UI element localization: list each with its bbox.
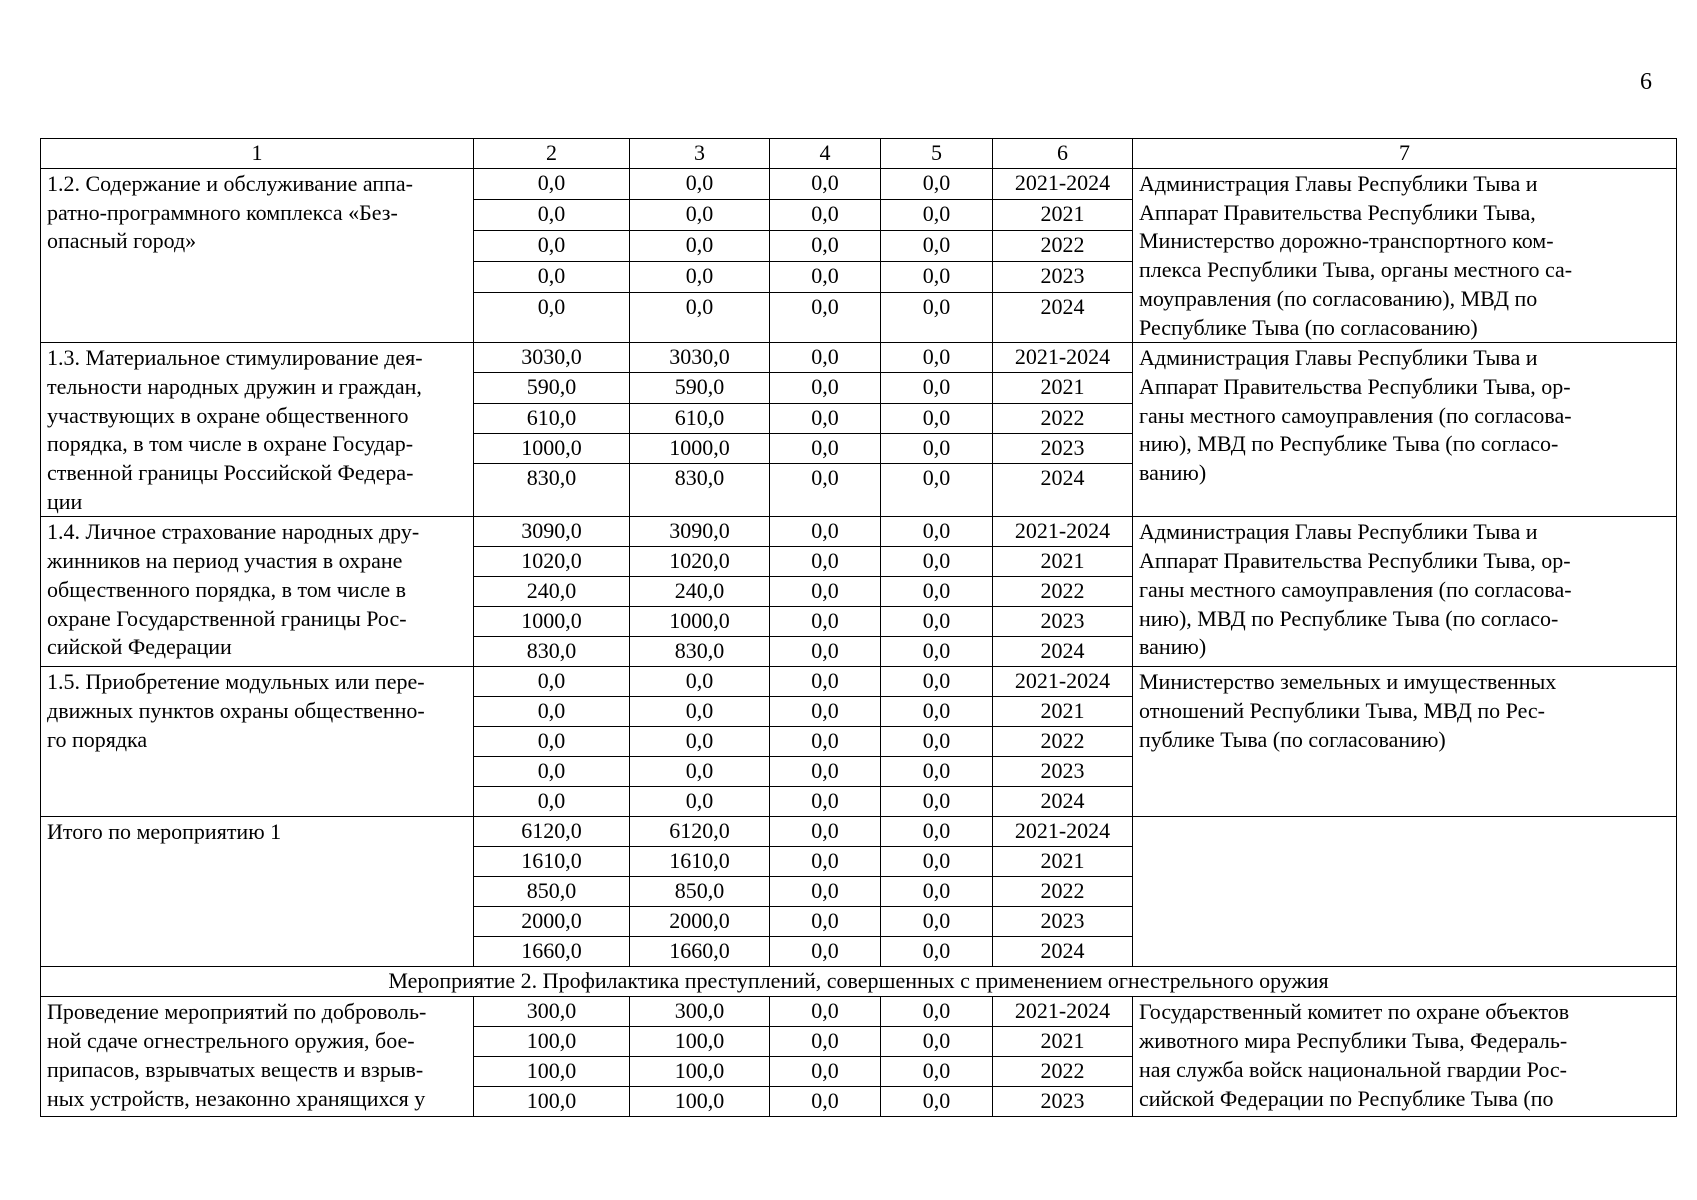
period-cell: 2022 [993, 403, 1133, 433]
value-cell: 0,0 [770, 607, 881, 637]
value-cell: 0,0 [770, 1057, 881, 1087]
measure-name-line: жинников на период участия в охране [47, 548, 403, 574]
value-cell: 300,0 [630, 997, 770, 1027]
value-cell: 240,0 [474, 577, 630, 607]
column-header-6: 6 [993, 139, 1133, 169]
value-cell: 0,0 [881, 1027, 993, 1057]
value-cell: 830,0 [474, 637, 630, 667]
value-cell: 0,0 [630, 261, 770, 292]
responsible-cell-line: ганы местного самоуправления (по согласова- [1139, 576, 1572, 602]
column-header-2: 2 [474, 139, 630, 169]
period-cell: 2024 [993, 292, 1133, 343]
column-header-7: 7 [1133, 139, 1677, 169]
measure-name-line: опасный город» [47, 228, 197, 254]
responsible-cell-line: животного мира Республики Тыва, Федераль- [1139, 1028, 1568, 1054]
value-cell: 0,0 [474, 697, 630, 727]
value-cell: 0,0 [770, 464, 881, 517]
measure-name-line: движных пунктов охраны общественно- [47, 698, 425, 724]
value-cell: 610,0 [474, 403, 630, 433]
value-cell: 0,0 [770, 261, 881, 292]
responsible-cell-line: ганы местного самоуправления (по согласова- [1139, 402, 1572, 428]
measure-name-line: Проведение мероприятий по доброволь- [47, 999, 427, 1025]
value-cell: 0,0 [770, 727, 881, 757]
value-cell: 100,0 [474, 1027, 630, 1057]
table-row [41, 517, 1677, 547]
value-cell: 0,0 [881, 607, 993, 637]
value-cell: 830,0 [474, 464, 630, 517]
value-cell: 830,0 [630, 637, 770, 667]
responsible-cell-line: Администрация Главы Республики Тыва и [1139, 345, 1538, 371]
value-cell: 0,0 [881, 997, 993, 1027]
value-cell: 0,0 [770, 403, 881, 433]
value-cell: 0,0 [881, 169, 993, 200]
period-cell: 2024 [993, 637, 1133, 667]
period-cell: 2024 [993, 464, 1133, 517]
value-cell: 0,0 [770, 230, 881, 261]
responsible-cell-line: Министерство земельных и имущественных [1139, 669, 1557, 695]
value-cell: 100,0 [474, 1087, 630, 1117]
period-cell: 2021-2024 [993, 517, 1133, 547]
value-cell: 0,0 [770, 343, 881, 373]
value-cell: 3090,0 [630, 517, 770, 547]
value-cell: 0,0 [881, 261, 993, 292]
value-cell: 300,0 [474, 997, 630, 1027]
value-cell: 0,0 [881, 937, 993, 967]
value-cell: 0,0 [770, 292, 881, 343]
responsible-cell-line: ванию) [1139, 634, 1207, 660]
table-row [41, 817, 1677, 847]
value-cell: 240,0 [630, 577, 770, 607]
period-cell: 2021-2024 [993, 169, 1133, 200]
value-cell: 0,0 [770, 847, 881, 877]
measure-name-line: сийской Федерации [47, 634, 232, 660]
value-cell: 1660,0 [630, 937, 770, 967]
responsible-cell-line: публике Тыва (по согласованию) [1139, 726, 1446, 752]
measure-name-line: ции [47, 488, 83, 514]
measure-name [41, 997, 474, 1117]
responsible-cell [1133, 517, 1677, 667]
value-cell: 0,0 [770, 433, 881, 463]
responsible-cell-line: Республике Тыва (по согласованию) [1139, 314, 1478, 340]
value-cell: 610,0 [630, 403, 770, 433]
period-cell: 2022 [993, 1057, 1133, 1087]
value-cell: 1660,0 [474, 937, 630, 967]
responsible-cell [1133, 817, 1677, 967]
value-cell: 3030,0 [630, 343, 770, 373]
period-cell: 2024 [993, 937, 1133, 967]
value-cell: 0,0 [881, 637, 993, 667]
measure-name [41, 817, 474, 967]
period-cell: 2023 [993, 433, 1133, 463]
value-cell: 1000,0 [630, 433, 770, 463]
value-cell: 0,0 [630, 169, 770, 200]
responsible-cell [1133, 997, 1677, 1117]
period-cell: 2021 [993, 547, 1133, 577]
responsible-cell [1133, 667, 1677, 817]
value-cell: 0,0 [770, 637, 881, 667]
value-cell: 3090,0 [474, 517, 630, 547]
table-row [41, 169, 1677, 200]
period-cell: 2021 [993, 1027, 1133, 1057]
responsible-cell-line: Министерство дорожно-транспортного ком- [1139, 228, 1554, 254]
value-cell: 0,0 [881, 373, 993, 403]
measure-name [41, 169, 474, 343]
responsible-cell-line: нию), МВД по Республике Тыва (по согласо- [1139, 431, 1559, 457]
measure-name-line: ных устройств, незаконно хранящихся у [47, 1085, 426, 1111]
value-cell: 0,0 [770, 199, 881, 230]
value-cell: 0,0 [630, 787, 770, 817]
value-cell: 0,0 [474, 757, 630, 787]
value-cell: 1000,0 [474, 433, 630, 463]
value-cell: 100,0 [630, 1057, 770, 1087]
value-cell: 0,0 [881, 343, 993, 373]
value-cell: 1020,0 [630, 547, 770, 577]
measure-name-line: охране Государственной границы Рос- [47, 605, 407, 631]
period-cell: 2023 [993, 907, 1133, 937]
measure-name-line: 1.5. Приобретение модульных или пере- [47, 669, 425, 695]
value-cell: 0,0 [630, 292, 770, 343]
period-cell: 2024 [993, 787, 1133, 817]
responsible-cell-line: Администрация Главы Республики Тыва и [1139, 171, 1538, 196]
section-row [41, 967, 1677, 997]
value-cell: 0,0 [881, 847, 993, 877]
value-cell: 1000,0 [474, 607, 630, 637]
value-cell: 6120,0 [474, 817, 630, 847]
value-cell: 0,0 [630, 727, 770, 757]
measure-name-line: общественного порядка, в том числе в [47, 576, 407, 602]
column-header-1: 1 [41, 139, 474, 169]
value-cell: 100,0 [630, 1027, 770, 1057]
column-header-5: 5 [881, 139, 993, 169]
value-cell: 0,0 [881, 517, 993, 547]
value-cell: 0,0 [630, 230, 770, 261]
responsible-cell-line: ванию) [1139, 460, 1207, 486]
responsible-cell-line: Аппарат Правительства Республики Тыва, [1139, 199, 1536, 225]
value-cell: 0,0 [770, 577, 881, 607]
value-cell: 0,0 [770, 697, 881, 727]
value-cell: 0,0 [881, 230, 993, 261]
value-cell: 2000,0 [474, 907, 630, 937]
value-cell: 590,0 [630, 373, 770, 403]
value-cell: 0,0 [881, 433, 993, 463]
value-cell: 0,0 [770, 907, 881, 937]
column-header-4: 4 [770, 139, 881, 169]
measure-name-line: припасов, взрывчатых веществ и взрыв- [47, 1056, 424, 1082]
value-cell: 0,0 [881, 1087, 993, 1117]
value-cell: 1000,0 [630, 607, 770, 637]
measure-name-line: ратно-программного комплекса «Без- [47, 199, 398, 225]
value-cell: 0,0 [770, 169, 881, 200]
value-cell: 0,0 [881, 817, 993, 847]
value-cell: 0,0 [770, 667, 881, 697]
value-cell: 0,0 [474, 261, 630, 292]
page-number: 6 [1640, 69, 1652, 95]
value-cell: 1610,0 [474, 847, 630, 877]
measure-name-line: участвующих в охране общественного [47, 402, 409, 428]
value-cell: 0,0 [474, 292, 630, 343]
period-cell: 2023 [993, 607, 1133, 637]
responsible-cell-line: нию), МВД по Республике Тыва (по согласо- [1139, 605, 1559, 631]
value-cell: 590,0 [474, 373, 630, 403]
value-cell: 1610,0 [630, 847, 770, 877]
value-cell: 0,0 [770, 937, 881, 967]
responsible-cell-line: Аппарат Правительства Республики Тыва, ор- [1139, 548, 1571, 574]
measure-name-line: го порядка [47, 726, 148, 752]
measure-name-line: 1.3. Материальное стимулирование дея- [47, 345, 423, 371]
value-cell: 0,0 [881, 464, 993, 517]
responsible-cell-line: отношений Республики Тыва, МВД по Рес- [1139, 698, 1546, 724]
value-cell: 0,0 [474, 199, 630, 230]
value-cell: 3030,0 [474, 343, 630, 373]
responsible-cell-line: плекса Республики Тыва, органы местного са- [1139, 257, 1573, 283]
value-cell: 0,0 [881, 577, 993, 607]
period-cell: 2022 [993, 877, 1133, 907]
responsible-cell-line: Государственный комитет по охране объектов [1139, 999, 1570, 1025]
column-header-3: 3 [630, 139, 770, 169]
responsible-cell-line: моуправления (по согласованию), МВД по [1139, 285, 1538, 311]
measure-name-line: Итого по мероприятию 1 [47, 819, 282, 845]
value-cell: 2000,0 [630, 907, 770, 937]
measure-name-line: ной сдаче огнестрельного оружия, бое- [47, 1028, 415, 1054]
value-cell: 0,0 [474, 667, 630, 697]
period-cell: 2021-2024 [993, 997, 1133, 1027]
value-cell: 0,0 [474, 727, 630, 757]
value-cell: 850,0 [630, 877, 770, 907]
measure-name [41, 517, 474, 667]
value-cell: 0,0 [881, 1057, 993, 1087]
measure-name-line: ственной границы Российской Федера- [47, 460, 414, 486]
value-cell: 100,0 [630, 1087, 770, 1117]
value-cell: 0,0 [881, 403, 993, 433]
value-cell: 0,0 [770, 757, 881, 787]
period-cell: 2021-2024 [993, 667, 1133, 697]
value-cell: 0,0 [770, 547, 881, 577]
program-table [40, 138, 1677, 1117]
value-cell: 0,0 [474, 787, 630, 817]
measure-name-line: тельности народных дружин и граждан, [47, 373, 422, 399]
value-cell: 0,0 [770, 877, 881, 907]
value-cell: 0,0 [630, 667, 770, 697]
value-cell: 0,0 [881, 907, 993, 937]
section-title: Мероприятие 2. Профилактика преступлений, совершенных с применением огнестрельного оружия [41, 967, 1677, 997]
value-cell: 0,0 [881, 667, 993, 697]
table-row [41, 997, 1677, 1027]
value-cell: 0,0 [881, 727, 993, 757]
measure-name-line: 1.2. Содержание и обслуживание аппа- [47, 171, 413, 196]
period-cell: 2021 [993, 199, 1133, 230]
responsible-cell-line: Администрация Главы Республики Тыва и [1139, 519, 1538, 545]
measure-name [41, 667, 474, 817]
responsible-cell [1133, 169, 1677, 343]
period-cell: 2021 [993, 847, 1133, 877]
value-cell: 0,0 [881, 877, 993, 907]
value-cell: 0,0 [770, 1027, 881, 1057]
value-cell: 0,0 [630, 697, 770, 727]
responsible-cell-line: сийской Федерации по Республике Тыва (по [1139, 1085, 1554, 1111]
value-cell: 0,0 [881, 757, 993, 787]
period-cell: 2021 [993, 697, 1133, 727]
value-cell: 0,0 [770, 517, 881, 547]
value-cell: 0,0 [770, 997, 881, 1027]
value-cell: 0,0 [630, 757, 770, 787]
period-cell: 2022 [993, 230, 1133, 261]
table-row [41, 343, 1677, 373]
value-cell: 0,0 [881, 292, 993, 343]
value-cell: 1020,0 [474, 547, 630, 577]
value-cell: 0,0 [474, 230, 630, 261]
value-cell: 0,0 [770, 1087, 881, 1117]
period-cell: 2021 [993, 373, 1133, 403]
period-cell: 2023 [993, 757, 1133, 787]
responsible-cell-line: Аппарат Правительства Республики Тыва, ор- [1139, 373, 1571, 399]
value-cell: 0,0 [770, 817, 881, 847]
value-cell: 6120,0 [630, 817, 770, 847]
table-row [41, 667, 1677, 697]
measure-name-line: 1.4. Личное страхование народных дру- [47, 519, 420, 545]
period-cell: 2022 [993, 577, 1133, 607]
responsible-cell-line: ная служба войск национальной гвардии Рос- [1139, 1056, 1567, 1082]
value-cell: 850,0 [474, 877, 630, 907]
value-cell: 0,0 [881, 199, 993, 230]
value-cell: 0,0 [770, 787, 881, 817]
value-cell: 0,0 [881, 547, 993, 577]
responsible-cell [1133, 343, 1677, 517]
value-cell: 0,0 [474, 169, 630, 200]
value-cell: 830,0 [630, 464, 770, 517]
value-cell: 0,0 [881, 787, 993, 817]
period-cell: 2021-2024 [993, 817, 1133, 847]
period-cell: 2021-2024 [993, 343, 1133, 373]
value-cell: 100,0 [474, 1057, 630, 1087]
period-cell: 2023 [993, 261, 1133, 292]
value-cell: 0,0 [881, 697, 993, 727]
header-row [41, 139, 1677, 169]
value-cell: 0,0 [630, 199, 770, 230]
period-cell: 2022 [993, 727, 1133, 757]
measure-name-line: порядка, в том числе в охране Государ- [47, 431, 414, 457]
period-cell: 2023 [993, 1087, 1133, 1117]
value-cell: 0,0 [770, 373, 881, 403]
measure-name [41, 343, 474, 517]
